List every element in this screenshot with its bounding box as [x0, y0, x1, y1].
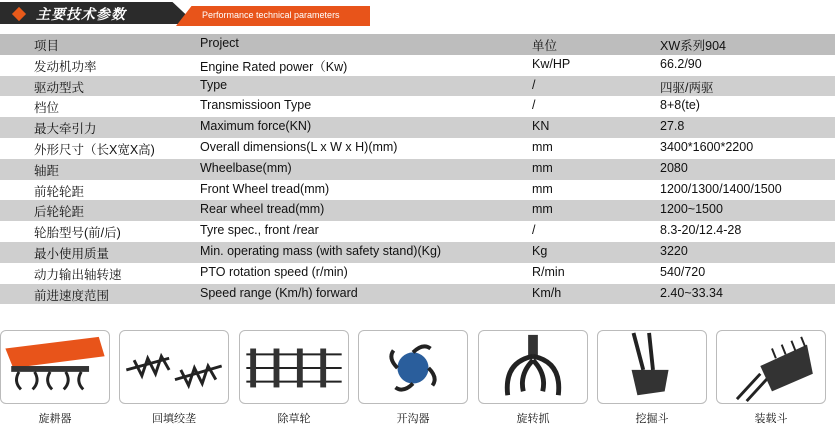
tool-label: 开沟器 [396, 412, 430, 425]
spec-cn: 轮胎型号(前/后) [34, 226, 121, 241]
tool-rotating-grab [478, 330, 588, 426]
spec-cn: 前轮轮距 [34, 184, 85, 199]
spec-en: Tyre spec., front /rear [200, 223, 319, 238]
spec-unit: / [532, 98, 536, 113]
table-row [0, 55, 835, 76]
spec-value: 8.3-20/12.4-28 [660, 223, 742, 238]
table-row [0, 242, 835, 263]
table-row [0, 200, 835, 221]
auger-icon [119, 330, 229, 404]
table-row [0, 34, 835, 55]
spec-unit: Kw/HP [532, 56, 571, 71]
spec-unit: mm [532, 139, 553, 154]
spec-value: 3220 [660, 243, 688, 258]
spec-value: 8+8(te) [660, 98, 700, 113]
tool-excavator-bucket [597, 330, 707, 426]
spec-value: 四驱/两驱 [660, 80, 714, 95]
spec-value: 1200~1500 [660, 202, 723, 217]
spec-value: 66.2/90 [660, 56, 702, 71]
spec-unit: / [532, 223, 536, 238]
table-row [0, 76, 835, 97]
spec-cn: 最小使用质量 [34, 246, 110, 261]
table-row [0, 284, 835, 305]
table-row [0, 221, 835, 242]
spec-table [0, 34, 835, 304]
loader-bucket-icon [716, 330, 826, 404]
spec-en: Transmissioon Type [200, 98, 312, 113]
spec-cn: 动力输出轴转速 [34, 267, 122, 282]
spec-cn: 前进速度范围 [34, 288, 110, 303]
tool-weeding-wheel [239, 330, 349, 426]
table-row [0, 180, 835, 201]
tool-label: 旋耕器 [38, 412, 72, 425]
spec-unit: Kg [532, 243, 548, 258]
rotary-tiller-icon [0, 330, 110, 404]
spec-en: Overall dimensions(L x W x H)(mm) [200, 139, 398, 154]
section-header [0, 0, 835, 28]
spec-value: 2080 [660, 160, 688, 175]
spec-cn: 档位 [34, 101, 60, 116]
table-row [0, 159, 835, 180]
rotating-grab-icon [478, 330, 588, 404]
tool-label: 旋转抓 [516, 412, 550, 425]
spec-en: PTO rotation speed (r/min) [200, 264, 348, 279]
spec-unit: Km/h [532, 285, 562, 300]
table-row [0, 117, 835, 138]
spec-value: XW系列904 [660, 39, 726, 53]
table-row [0, 138, 835, 159]
spec-cn: 轴距 [34, 163, 60, 178]
spec-unit: mm [532, 202, 553, 217]
spec-unit: / [532, 77, 536, 92]
spec-en: Min. operating mass (with safety stand)(Kg) [200, 243, 442, 258]
spec-en: Maximum force(KN) [200, 119, 312, 134]
spec-unit: mm [532, 181, 553, 196]
ditcher-icon [358, 330, 468, 404]
spec-cn: 后轮轮距 [34, 205, 85, 220]
table-row [0, 96, 835, 117]
tool-ditcher [358, 330, 468, 426]
spec-cn: 发动机功率 [34, 59, 97, 74]
spec-en: Wheelbase(mm) [200, 160, 292, 175]
spec-unit: 单位 [532, 39, 558, 53]
excavator-bucket-icon [597, 330, 707, 404]
tool-label: 除草轮 [277, 412, 311, 425]
tool-auger [119, 330, 229, 426]
tool-loader-bucket [716, 330, 826, 426]
spec-value: 27.8 [660, 119, 685, 134]
spec-cn: 外形尺寸（长X宽X高) [34, 142, 155, 157]
spec-en: Speed range (Km/h) forward [200, 285, 358, 300]
spec-value: 2.40~33.34 [660, 285, 723, 300]
spec-en: Project [200, 36, 239, 50]
spec-value: 540/720 [660, 264, 706, 279]
spec-en: Type [200, 77, 228, 92]
spec-cn: 驱动型式 [34, 80, 85, 95]
spec-value: 1200/1300/1400/1500 [660, 181, 782, 196]
header-title: 主要技术参数 [36, 7, 126, 23]
weeding-wheel-icon [239, 330, 349, 404]
implement-gallery [0, 330, 835, 433]
tool-label: 回填绞垄 [152, 412, 196, 425]
spec-unit: mm [532, 160, 553, 175]
header-subtitle: Performance technical parameters [202, 10, 340, 20]
table-row [0, 263, 835, 284]
tool-label: 挖掘斗 [635, 412, 669, 425]
spec-unit: KN [532, 119, 550, 134]
spec-cn: 最大牵引力 [34, 122, 97, 137]
spec-value: 3400*1600*2200 [660, 139, 754, 154]
tool-rotary-tiller [0, 330, 110, 426]
spec-en: Rear wheel tread(mm) [200, 202, 325, 217]
spec-en: Front Wheel tread(mm) [200, 181, 330, 196]
spec-en: Engine Rated power（Kw) [200, 59, 348, 74]
tool-label: 装载斗 [754, 412, 788, 425]
spec-cn: 项目 [34, 39, 60, 53]
spec-unit: R/min [532, 264, 565, 279]
